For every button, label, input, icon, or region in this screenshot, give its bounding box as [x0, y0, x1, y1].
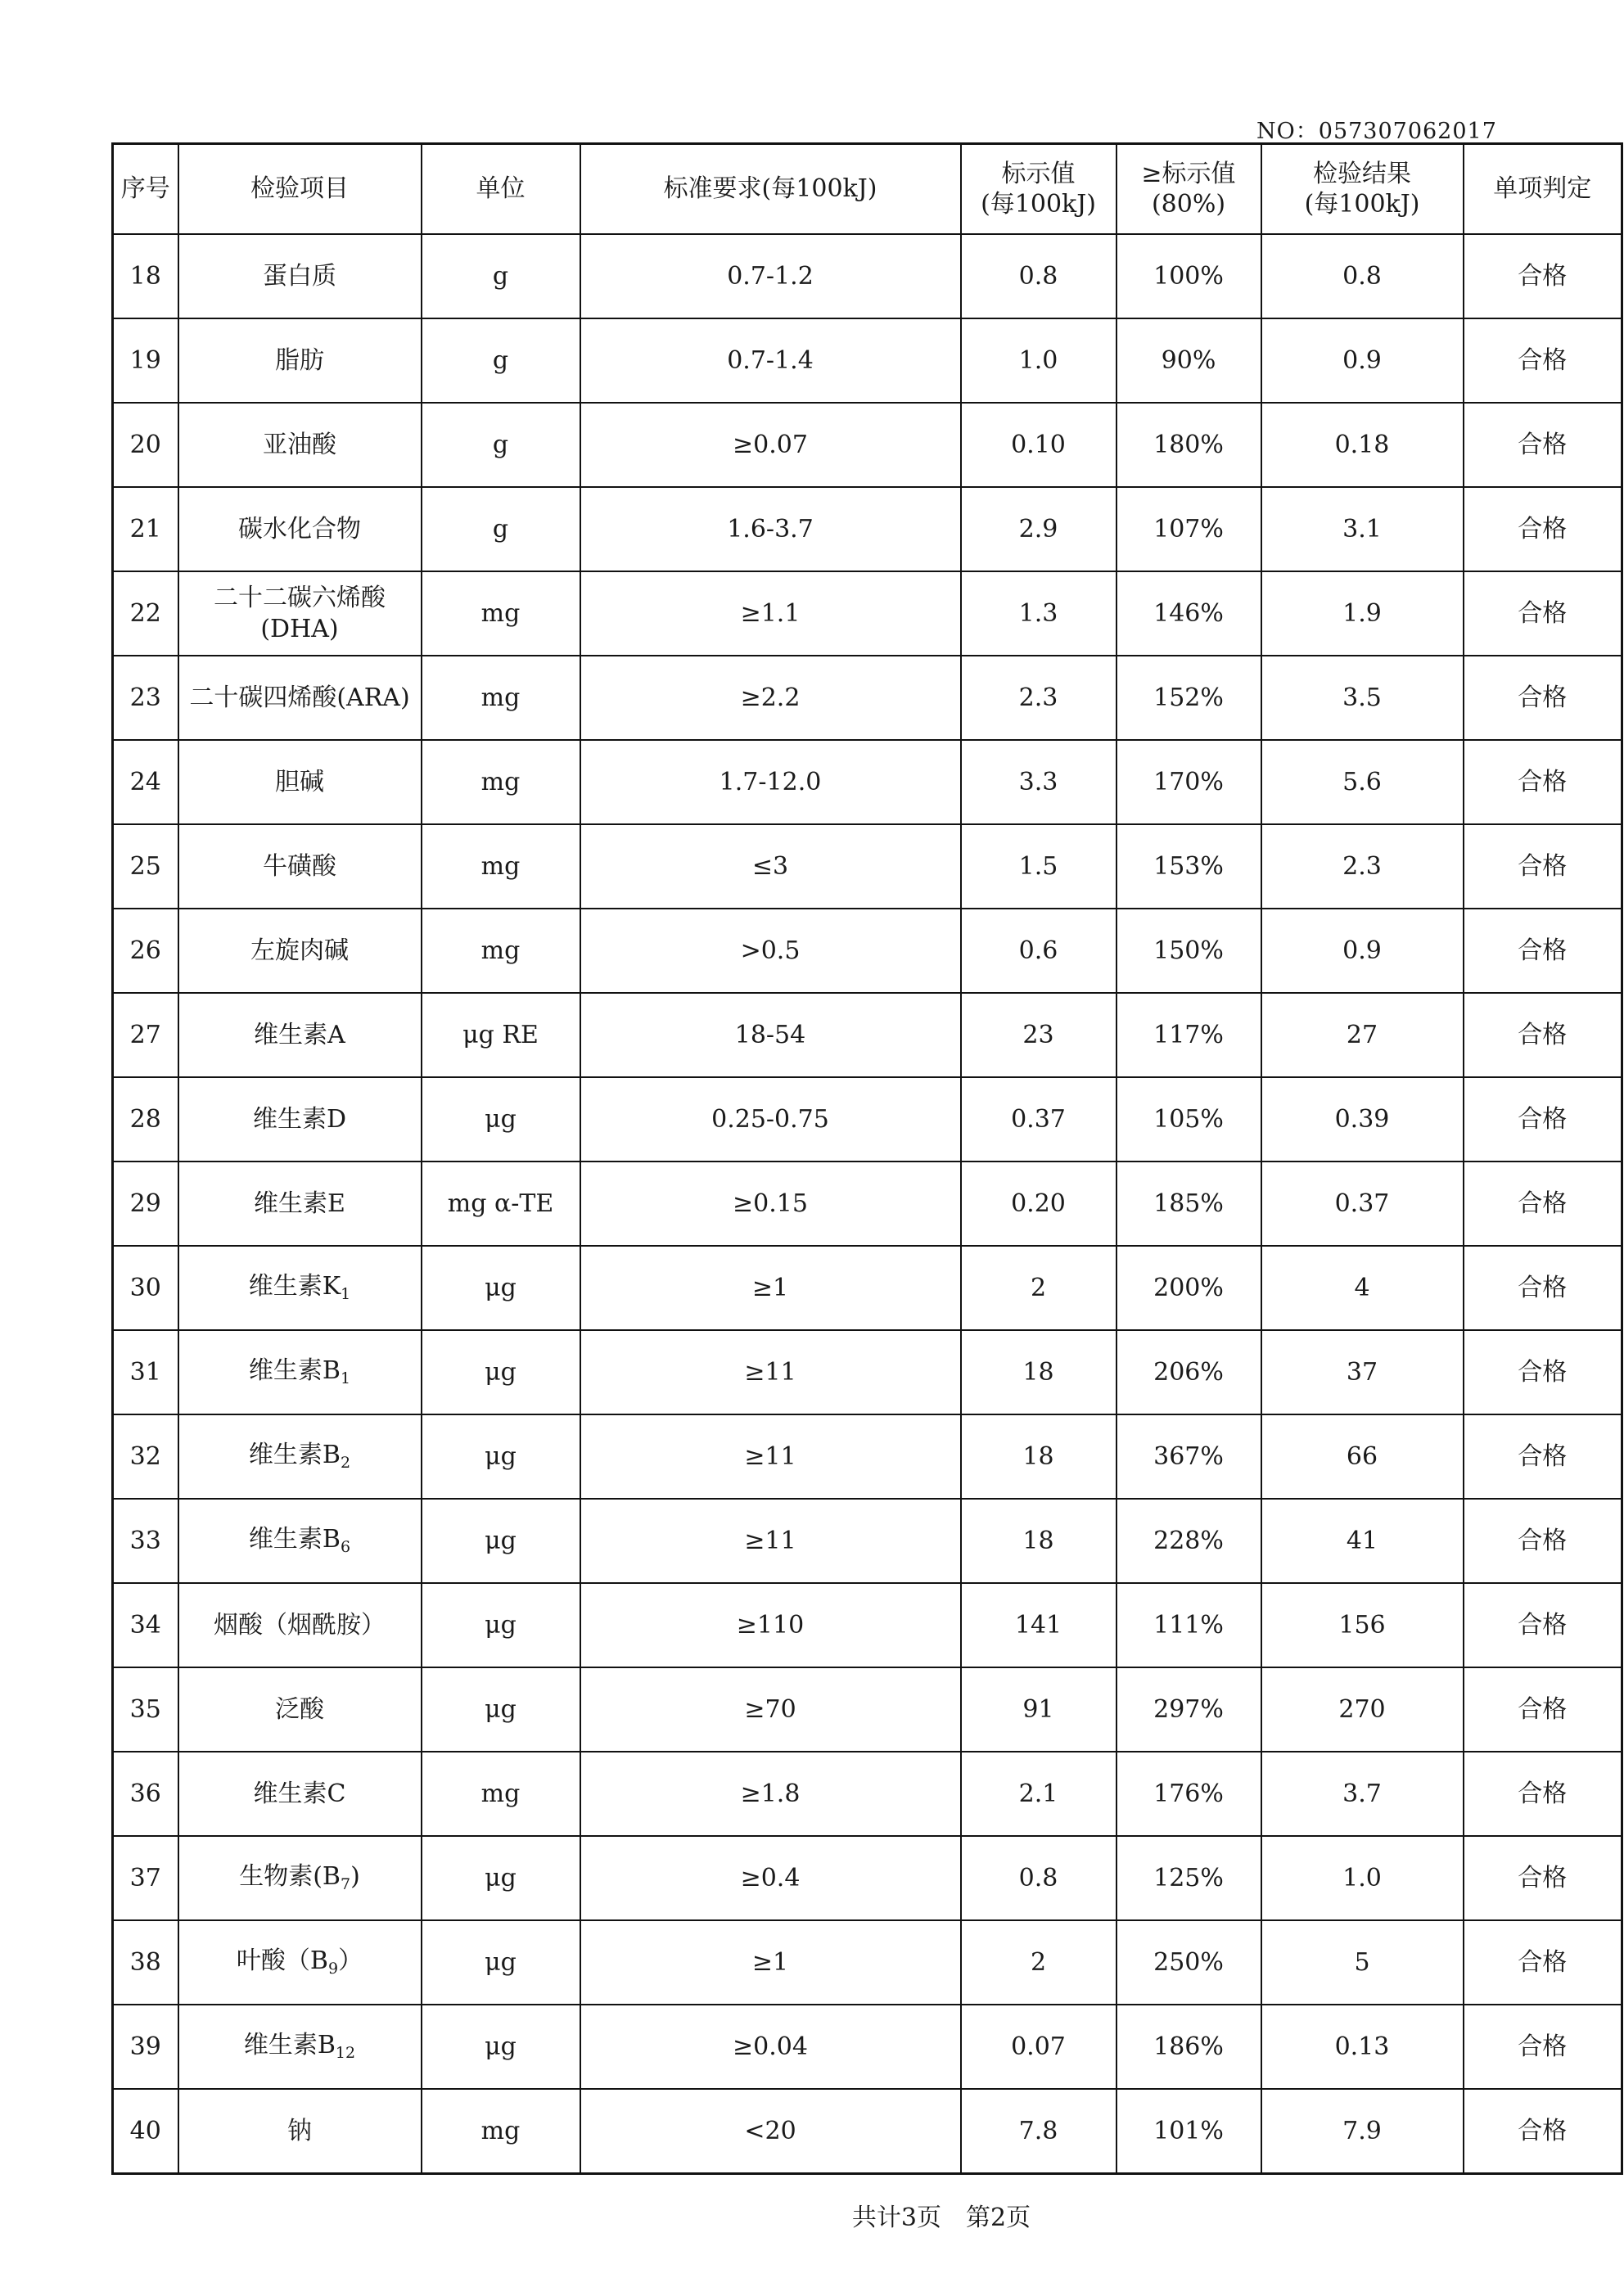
cell-item	[178, 1162, 422, 1246]
cell-labeled-value: 0.37	[961, 1077, 1116, 1162]
cell-percent: 152%	[1116, 656, 1261, 740]
item-name: 烟酸（烟酰胺）	[214, 1610, 386, 1640]
header-pct-line1: ≥标示值	[1141, 159, 1236, 188]
cell-labeled-value: 0.8	[961, 234, 1116, 318]
cell-unit: mg	[422, 824, 580, 909]
cell-seq: 35	[113, 1667, 178, 1752]
header-seq: 序号	[113, 144, 178, 235]
item-name: 维生素B	[248, 1441, 341, 1470]
cell-unit: μg	[422, 1499, 580, 1583]
item-name: 叶酸（B	[236, 1946, 328, 1976]
cell-labeled-value: 2.9	[961, 487, 1116, 571]
cell-unit: μg	[422, 1920, 580, 2005]
table-row	[113, 1499, 1622, 1583]
header-test-result	[1261, 144, 1464, 235]
cell-percent: 170%	[1116, 740, 1261, 824]
cell-item	[178, 1667, 422, 1752]
item-name-line2: (DHA)	[260, 614, 339, 643]
cell-judgment: 合格	[1464, 1330, 1622, 1414]
cell-unit: mg	[422, 740, 580, 824]
cell-standard: 1.6-3.7	[580, 487, 961, 571]
cell-item	[178, 993, 422, 1077]
cell-judgment: 合格	[1464, 1920, 1622, 2005]
cell-percent: 186%	[1116, 2005, 1261, 2089]
cell-seq: 27	[113, 993, 178, 1077]
cell-seq: 30	[113, 1246, 178, 1330]
cell-labeled-value: 1.0	[961, 318, 1116, 403]
header-unit: 单位	[422, 144, 580, 235]
cell-judgment: 合格	[1464, 1499, 1622, 1583]
cell-standard: 0.7-1.2	[580, 234, 961, 318]
cell-percent: 105%	[1116, 1077, 1261, 1162]
table-row	[113, 571, 1622, 656]
item-name: 钠	[287, 2116, 312, 2145]
cell-seq: 38	[113, 1920, 178, 2005]
cell-standard: ≥0.07	[580, 403, 961, 487]
cell-item	[178, 740, 422, 824]
cell-judgment: 合格	[1464, 487, 1622, 571]
cell-judgment: 合格	[1464, 1162, 1622, 1246]
cell-unit: mg	[422, 909, 580, 993]
item-name: 牛磺酸	[263, 851, 336, 881]
cell-labeled-value: 1.3	[961, 571, 1116, 656]
cell-judgment: 合格	[1464, 1414, 1622, 1499]
cell-seq: 39	[113, 2005, 178, 2089]
cell-standard: <20	[580, 2089, 961, 2174]
cell-unit: μg	[422, 2005, 580, 2089]
cell-percent: 117%	[1116, 993, 1261, 1077]
cell-standard: ≤3	[580, 824, 961, 909]
cell-judgment: 合格	[1464, 2005, 1622, 2089]
cell-unit: mg	[422, 571, 580, 656]
cell-seq: 28	[113, 1077, 178, 1162]
cell-result: 66	[1261, 1414, 1464, 1499]
cell-item	[178, 824, 422, 909]
cell-labeled-value: 18	[961, 1414, 1116, 1499]
cell-percent: 100%	[1116, 234, 1261, 318]
item-subscript: 6	[340, 1538, 351, 1557]
cell-percent: 176%	[1116, 1752, 1261, 1836]
cell-unit: μg	[422, 1414, 580, 1499]
cell-percent: 125%	[1116, 1836, 1261, 1920]
cell-seq: 26	[113, 909, 178, 993]
cell-judgment: 合格	[1464, 234, 1622, 318]
cell-item	[178, 1836, 422, 1920]
header-judgment: 单项判定	[1464, 144, 1622, 235]
cell-seq: 40	[113, 2089, 178, 2174]
cell-standard: >0.5	[580, 909, 961, 993]
item-name: 维生素D	[252, 1104, 347, 1134]
cell-unit: μg	[422, 1583, 580, 1667]
cell-judgment: 合格	[1464, 2089, 1622, 2174]
header-item: 检验项目	[178, 144, 422, 235]
cell-item	[178, 1752, 422, 1836]
cell-unit: mg	[422, 1752, 580, 1836]
cell-seq: 25	[113, 824, 178, 909]
table-row	[113, 1752, 1622, 1836]
cell-unit: mg α-TE	[422, 1162, 580, 1246]
cell-percent: 367%	[1116, 1414, 1261, 1499]
table-row	[113, 1667, 1622, 1752]
cell-seq: 36	[113, 1752, 178, 1836]
cell-result: 41	[1261, 1499, 1464, 1583]
report-number: NO：057307062017	[1256, 119, 1497, 144]
table-row	[113, 1583, 1622, 1667]
table-header-row	[113, 144, 1622, 235]
table-row	[113, 656, 1622, 740]
cell-percent: 153%	[1116, 824, 1261, 909]
cell-item	[178, 656, 422, 740]
cell-result: 1.0	[1261, 1836, 1464, 1920]
cell-seq: 37	[113, 1836, 178, 1920]
cell-standard: ≥110	[580, 1583, 961, 1667]
cell-standard: 0.25-0.75	[580, 1077, 961, 1162]
table-row	[113, 1246, 1622, 1330]
cell-result: 1.9	[1261, 571, 1464, 656]
cell-judgment: 合格	[1464, 1836, 1622, 1920]
cell-result: 37	[1261, 1330, 1464, 1414]
cell-seq: 18	[113, 234, 178, 318]
cell-standard: ≥0.04	[580, 2005, 961, 2089]
cell-judgment: 合格	[1464, 1077, 1622, 1162]
item-name: 生物素(B	[239, 1862, 341, 1892]
cell-seq: 32	[113, 1414, 178, 1499]
header-standard: 标准要求(每100kJ)	[580, 144, 961, 235]
cell-item	[178, 1246, 422, 1330]
cell-percent: 150%	[1116, 909, 1261, 993]
cell-result: 7.9	[1261, 2089, 1464, 2174]
cell-item	[178, 234, 422, 318]
item-name: 维生素E	[254, 1189, 345, 1218]
cell-item	[178, 1077, 422, 1162]
cell-unit: g	[422, 487, 580, 571]
header-result-line1: 检验结果	[1313, 159, 1411, 188]
cell-percent: 107%	[1116, 487, 1261, 571]
cell-labeled-value: 91	[961, 1667, 1116, 1752]
cell-labeled-value: 2	[961, 1920, 1116, 2005]
cell-unit: mg	[422, 656, 580, 740]
cell-labeled-value: 3.3	[961, 740, 1116, 824]
cell-standard: ≥11	[580, 1414, 961, 1499]
cell-result: 270	[1261, 1667, 1464, 1752]
item-tail: )	[350, 1862, 360, 1892]
cell-item	[178, 909, 422, 993]
table-row	[113, 1836, 1622, 1920]
header-labeled-value	[961, 144, 1116, 235]
cell-result: 156	[1261, 1583, 1464, 1667]
cell-percent: 111%	[1116, 1583, 1261, 1667]
item-tail: ）	[338, 1946, 363, 1976]
cell-judgment: 合格	[1464, 1667, 1622, 1752]
item-subscript: 7	[340, 1875, 351, 1894]
cell-item	[178, 403, 422, 487]
table-row	[113, 1077, 1622, 1162]
cell-result: 0.18	[1261, 403, 1464, 487]
table-row	[113, 318, 1622, 403]
cell-result: 0.39	[1261, 1077, 1464, 1162]
cell-labeled-value: 0.6	[961, 909, 1116, 993]
cell-item	[178, 2005, 422, 2089]
cell-unit: g	[422, 403, 580, 487]
cell-percent: 180%	[1116, 403, 1261, 487]
header-percent-of-label	[1116, 144, 1261, 235]
cell-result: 3.5	[1261, 656, 1464, 740]
cell-percent: 146%	[1116, 571, 1261, 656]
table-row	[113, 1330, 1622, 1414]
cell-seq: 33	[113, 1499, 178, 1583]
cell-seq: 34	[113, 1583, 178, 1667]
cell-judgment: 合格	[1464, 318, 1622, 403]
table-row	[113, 487, 1622, 571]
item-name: 蛋白质	[263, 261, 336, 291]
item-name: 二十碳四烯酸(ARA)	[189, 683, 410, 712]
cell-unit: μg	[422, 1667, 580, 1752]
cell-labeled-value: 23	[961, 993, 1116, 1077]
cell-unit: μg	[422, 1246, 580, 1330]
item-name: 维生素B	[248, 1525, 341, 1554]
cell-result: 5.6	[1261, 740, 1464, 824]
item-name: 脂肪	[275, 345, 324, 375]
item-name: 维生素C	[253, 1779, 346, 1808]
cell-seq: 29	[113, 1162, 178, 1246]
cell-result: 3.1	[1261, 487, 1464, 571]
cell-seq: 21	[113, 487, 178, 571]
cell-standard: ≥70	[580, 1667, 961, 1752]
item-subscript: 1	[341, 1285, 351, 1304]
table-row	[113, 2005, 1622, 2089]
item-name: 二十二碳六烯酸	[214, 584, 386, 612]
cell-standard: ≥1.1	[580, 571, 961, 656]
cell-judgment: 合格	[1464, 403, 1622, 487]
item-name: 泛酸	[275, 1694, 324, 1724]
cell-labeled-value: 141	[961, 1583, 1116, 1667]
cell-result: 0.13	[1261, 2005, 1464, 2089]
cell-item	[178, 318, 422, 403]
inspection-results-table	[111, 142, 1623, 2175]
item-name: 维生素A	[254, 1020, 345, 1049]
cell-judgment: 合格	[1464, 1246, 1622, 1330]
cell-unit: μg	[422, 1077, 580, 1162]
table-row	[113, 1414, 1622, 1499]
table-row	[113, 824, 1622, 909]
item-name: 维生素B	[248, 1356, 341, 1386]
cell-unit: mg	[422, 2089, 580, 2174]
cell-labeled-value: 2	[961, 1246, 1116, 1330]
cell-judgment: 合格	[1464, 993, 1622, 1077]
cell-result: 3.7	[1261, 1752, 1464, 1836]
cell-item	[178, 1330, 422, 1414]
cell-labeled-value: 0.10	[961, 403, 1116, 487]
item-subscript: 2	[340, 1454, 351, 1473]
cell-result: 4	[1261, 1246, 1464, 1330]
cell-labeled-value: 18	[961, 1499, 1116, 1583]
item-name: 亚油酸	[263, 430, 336, 459]
cell-result: 0.9	[1261, 318, 1464, 403]
cell-standard: ≥11	[580, 1330, 961, 1414]
cell-seq: 23	[113, 656, 178, 740]
cell-standard: 0.7-1.4	[580, 318, 961, 403]
header-labeled-line2: (每100kJ)	[981, 190, 1096, 219]
header-result-line2: (每100kJ)	[1304, 190, 1420, 219]
cell-judgment: 合格	[1464, 909, 1622, 993]
cell-standard: ≥1.8	[580, 1752, 961, 1836]
cell-labeled-value: 18	[961, 1330, 1116, 1414]
cell-standard: 1.7-12.0	[580, 740, 961, 824]
cell-standard: ≥2.2	[580, 656, 961, 740]
table-row	[113, 234, 1622, 318]
cell-labeled-value: 0.8	[961, 1836, 1116, 1920]
cell-percent: 228%	[1116, 1499, 1261, 1583]
cell-result: 5	[1261, 1920, 1464, 2005]
table-row	[113, 740, 1622, 824]
cell-seq: 31	[113, 1330, 178, 1414]
cell-item	[178, 487, 422, 571]
cell-labeled-value: 7.8	[961, 2089, 1116, 2174]
cell-standard: 18-54	[580, 993, 961, 1077]
cell-seq: 24	[113, 740, 178, 824]
cell-labeled-value: 1.5	[961, 824, 1116, 909]
table-row	[113, 2089, 1622, 2174]
cell-item	[178, 1499, 422, 1583]
table-body	[113, 234, 1622, 2174]
cell-item	[178, 571, 422, 656]
cell-percent: 101%	[1116, 2089, 1261, 2174]
cell-seq: 22	[113, 571, 178, 656]
cell-percent: 185%	[1116, 1162, 1261, 1246]
table-row	[113, 1920, 1622, 2005]
cell-seq: 19	[113, 318, 178, 403]
table-row	[113, 993, 1622, 1077]
table-row	[113, 1162, 1622, 1246]
cell-labeled-value: 0.07	[961, 2005, 1116, 2089]
item-name: 胆碱	[275, 767, 324, 796]
cell-result: 27	[1261, 993, 1464, 1077]
cell-standard: ≥0.4	[580, 1836, 961, 1920]
cell-percent: 250%	[1116, 1920, 1261, 2005]
table-row	[113, 909, 1622, 993]
cell-unit: μg	[422, 1836, 580, 1920]
header-labeled-line1: 标示值	[1001, 159, 1076, 188]
cell-judgment: 合格	[1464, 571, 1622, 656]
item-subscript: 12	[335, 2044, 356, 2063]
cell-judgment: 合格	[1464, 1752, 1622, 1836]
cell-result: 0.37	[1261, 1162, 1464, 1246]
cell-standard: ≥1	[580, 1246, 961, 1330]
cell-judgment: 合格	[1464, 656, 1622, 740]
cell-judgment: 合格	[1464, 1583, 1622, 1667]
cell-standard: ≥0.15	[580, 1162, 961, 1246]
cell-unit: μg RE	[422, 993, 580, 1077]
cell-result: 2.3	[1261, 824, 1464, 909]
cell-judgment: 合格	[1464, 740, 1622, 824]
item-name: 维生素B	[243, 2031, 336, 2060]
cell-standard: ≥1	[580, 1920, 961, 2005]
cell-unit: g	[422, 318, 580, 403]
cell-item	[178, 1414, 422, 1499]
cell-standard: ≥11	[580, 1499, 961, 1583]
table-row	[113, 403, 1622, 487]
header-pct-line2: (80%)	[1151, 190, 1226, 219]
cell-seq: 20	[113, 403, 178, 487]
cell-labeled-value: 0.20	[961, 1162, 1116, 1246]
cell-labeled-value: 2.3	[961, 656, 1116, 740]
item-subscript: 1	[340, 1369, 351, 1388]
cell-result: 0.9	[1261, 909, 1464, 993]
cell-percent: 297%	[1116, 1667, 1261, 1752]
item-name: 碳水化合物	[238, 514, 361, 544]
cell-judgment: 合格	[1464, 824, 1622, 909]
page-footer: 共计3页 第2页	[851, 2204, 1031, 2232]
cell-labeled-value: 2.1	[961, 1752, 1116, 1836]
cell-item	[178, 1583, 422, 1667]
cell-percent: 200%	[1116, 1246, 1261, 1330]
item-name: 左旋肉碱	[250, 936, 349, 965]
item-name: 维生素K	[248, 1272, 341, 1301]
cell-percent: 90%	[1116, 318, 1261, 403]
item-subscript: 9	[327, 1960, 339, 1978]
cell-percent: 206%	[1116, 1330, 1261, 1414]
cell-item	[178, 2089, 422, 2174]
cell-unit: μg	[422, 1330, 580, 1414]
cell-item	[178, 1920, 422, 2005]
cell-result: 0.8	[1261, 234, 1464, 318]
cell-unit: g	[422, 234, 580, 318]
